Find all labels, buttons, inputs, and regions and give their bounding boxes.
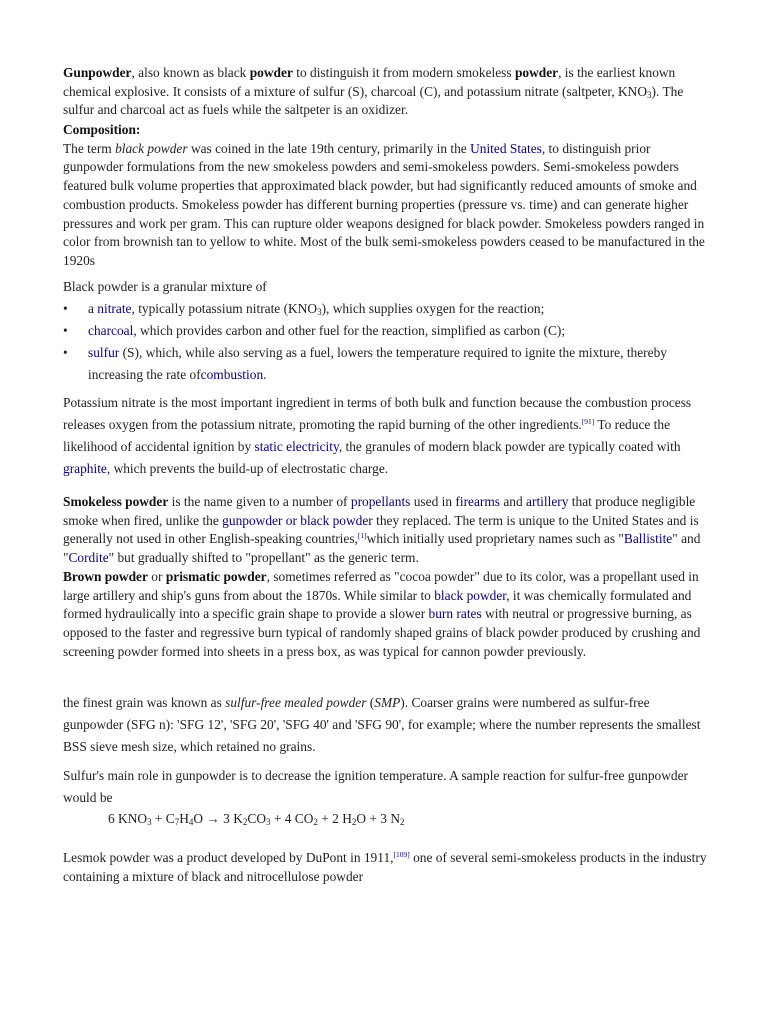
- term-gunpowder: Gunpowder: [63, 65, 132, 80]
- mixture-section: [63, 276, 711, 386]
- link-sulfur[interactable]: sulfur: [88, 345, 120, 360]
- bullet-icon: •: [63, 301, 68, 316]
- link-ballistite[interactable]: Ballistite: [623, 531, 673, 547]
- lesmok-paragraph: Lesmok powder was a product developed by DuPont in 1911,[109] one of several semi-smokeless products in the industry containing a mixture of black and nitrocellulose powder: [63, 850, 707, 884]
- link-united-states[interactable]: United States: [470, 140, 542, 156]
- bullet-icon: •: [63, 323, 68, 338]
- mixture-intro: Black powder is a granular mixture of: [63, 279, 267, 294]
- link-charcoal[interactable]: charcoal: [88, 323, 134, 338]
- link-gunpowder-or-black-powder[interactable]: gunpowder or black powder: [222, 512, 373, 528]
- term-prismatic-powder: prismatic powder: [165, 568, 267, 584]
- list-item-sulfur: • sulfur (S), which, while also serving as a fuel, lowers the temperature required to ignite the mixture, thereby increasing the rate ofcombustion.: [63, 342, 711, 386]
- intro-paragraph: Gunpowder, also known as black powder to distinguish it from modern smokeless powder, is the earliest known chemical explosive. It consists of a mixture of sulfur (S), charcoal (C), and potassium nitrate (saltpeter, $KNO_3$). The sulfur and charcoal act as fuels while the saltpeter is an oxidizer.: [63, 65, 684, 118]
- ingredient-list: [63, 298, 711, 386]
- list-item-charcoal: • charcoal, which provides carbon and other fuel for the reaction, simplified as carbon (C);: [63, 320, 711, 342]
- link-artillery[interactable]: artillery: [526, 494, 569, 509]
- ref-1[interactable]: [1]: [357, 531, 367, 541]
- sulfur-paragraph: Sulfur's main role in gunpowder is to decrease the ignition temperature. A sample reaction for sulfur-free gunpowder would be: [63, 768, 688, 805]
- ref-91[interactable]: [91]: [581, 417, 595, 426]
- link-firearms[interactable]: firearms: [455, 494, 501, 509]
- link-cordite[interactable]: Cordite: [68, 550, 109, 566]
- smokeless-section: Smokeless powder is the name given to a number of propellants used in firearms and artillery that produce negligible smoke when fired, unlike the gunpowder or black powder they replaced. The term is unique to the United States and is generally not used in other English-speaking countries,[1]which initially used proprietary names such as "Ballistite" and "Cordite" but gradually shifted to "propellant" as the generic term. Brown powder or prismatic powder, sometimes referred as "cocoa powder" due to its color, was a propellant used in large artillery and ship's guns from about the 1870s. While similar to black powder, it was chemically formulated and formed hydraulically into a specific grain shape to provide a slower burn rates with neutral or progressive burning, as opposed to the faster and regressive burn typical of randomly shaped grains of black powder produced by crushing and screening powder formed into sheets in a press box, as was typical for cannon powder previously.: [63, 494, 701, 659]
- composition-section: Composition: The term black powder was coined in the late 19th century, primarily in the United States, to distinguish prior gunpowder formulations from the new smokeless powders and semi-smokeless powders. Semi-smokeless powders featured bulk volume properties that approximated black powder, but had significantly reduced amounts of smoke and combustion products. Smokeless powder has different burning properties (pressure vs. time) and can generate higher pressures and work per gram. This can rupture older weapons designed for black powder. Smokeless powders ranged in color from brownish tan to yellow to white. Most of the bulk semi-smokeless powders ceased to be manufactured in the 1920s: [63, 122, 705, 268]
- term-smokeless-powder: Smokeless powder: [63, 494, 169, 509]
- link-combustion[interactable]: combustion: [200, 367, 264, 382]
- composition-heading: Composition:: [63, 122, 141, 137]
- link-burn-rates[interactable]: burn rates: [428, 606, 482, 622]
- list-item-nitrate: • a nitrate, typically potassium nitrate $(KNO_3)$, which supplies oxygen for the reaction;: [63, 298, 711, 320]
- finest-grain-paragraph: the finest grain was known as sulfur-free mealed powder (SMP). Coarser grains were numbered as sulfur-free gunpowder (SFG n): 'SFG 12', 'SFG 20', 'SFG 40' and 'SFG 90', for example; where the number represents the smallest BSS sieve mesh size, which retained no grains.: [63, 695, 701, 754]
- link-black-powder[interactable]: black powder: [434, 587, 507, 603]
- link-propellants[interactable]: propellants: [350, 494, 411, 509]
- ref-109[interactable]: [109]: [393, 850, 410, 859]
- bullet-icon: •: [63, 345, 68, 360]
- potassium-paragraph: Potassium nitrate is the most important ingredient in terms of both bulk and function because the combustion process releases oxygen from the potassium nitrate, promoting the rapid burning of the other ingredients.[91] To reduce the likelihood of accidental ignition by static electricity, the granules of modern black powder are typically coated with graphite, which prevents the build-up of electrostatic charge.: [63, 395, 692, 476]
- link-graphite[interactable]: graphite: [63, 461, 107, 476]
- chemical-equation: 6 $KNO_3 + C_7H_4O \to 3$ $K_2CO_3 + 4$ $CO_2 + 2$ $H_2O + 3$ $N_2$: [108, 811, 405, 827]
- link-static-electricity[interactable]: static electricity: [254, 439, 339, 454]
- term-brown-powder: Brown powder: [63, 568, 148, 584]
- link-nitrate[interactable]: nitrate: [97, 301, 132, 316]
